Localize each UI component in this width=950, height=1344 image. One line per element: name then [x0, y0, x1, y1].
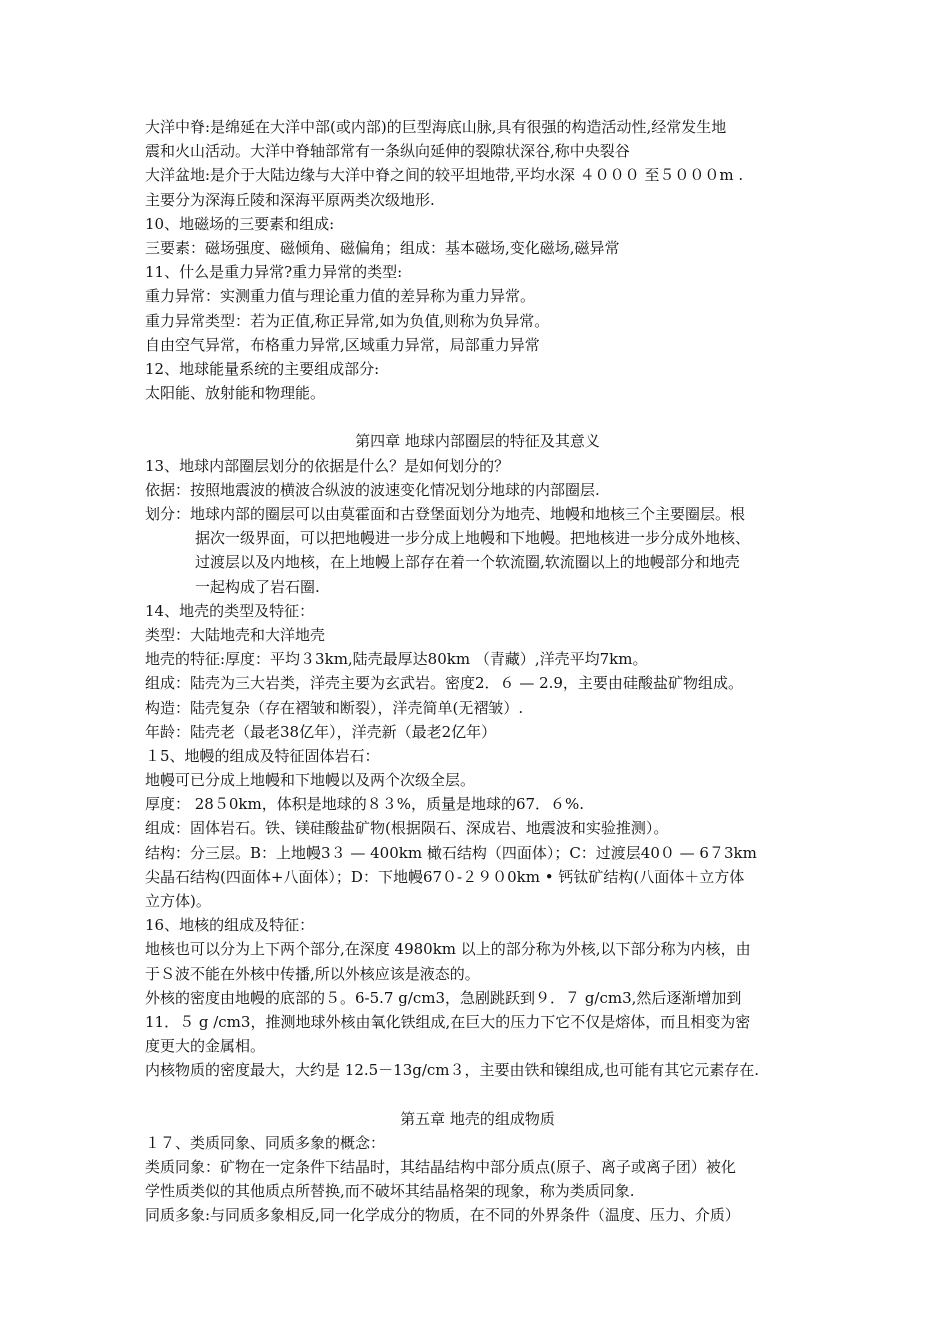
text-line: 地核也可以分为上下两个部分,在深度 4980km 以上的部分称为外核,以下部分称为内核，由: [145, 940, 751, 959]
text-line: 同质多象:与同质多象相反,同一化学成分的物质，在不同的外界条件（温度、压力、介质）: [145, 1206, 740, 1225]
document-page: [145, 115, 810, 1228]
text-line: 尖晶石结构(四面体+八面体）；D：下地幔67０-２９０0km • 钙钛矿结构(八面体＋立方体: [145, 867, 745, 886]
section-question: 14、地壳的类型及特征：: [145, 601, 315, 620]
text-line: 组成：陆壳为三大岩类，洋壳主要为玄武岩。密度2．６ — 2.9，主要由硅酸盐矿物组成。: [145, 674, 743, 693]
text-line: 学性质类似的其他质点所替换,而不破坏其结晶格架的现象，称为类质同象.: [145, 1182, 635, 1201]
text-line: 地幔可已分成上地幔和下地幔以及两个次级全层。: [145, 771, 476, 790]
section-question: 10、地磁场的三要素和组成:: [145, 214, 335, 233]
text-line: 三要素：磁场强度、磁倾角、磁偏角；组成：基本磁场,变化磁场,磁异常: [145, 238, 620, 257]
text-line: 类型：大陆地壳和大洋地壳: [145, 625, 326, 644]
section-question: １5、地幔的组成及特征固体岩石：: [145, 746, 380, 765]
text-line: 外核的密度由地幔的底部的５。6-5.7 g/cm3，急剧跳跃到９．７ g/cm3,然后逐渐增加到: [145, 988, 742, 1007]
text-line: 震和火山活动。大洋中脊轴部常有一条纵向延伸的裂隙状深谷,称中央裂谷: [145, 142, 630, 161]
text-line-indented: 过渡层以及内地核，在上地幔上部存在着一个软流圈,软流圈以上的地幔部分和地壳: [195, 553, 740, 572]
chapter-heading: 第四章 地球内部圈层的特征及其意义: [355, 432, 600, 451]
text-line-indented: 一起构成了岩石圈.: [195, 577, 320, 596]
text-line: 主要分为深海丘陵和深海平原两类次级地形.: [145, 190, 435, 209]
text-line: 构造：陆壳复杂（存在褶皱和断裂），洋壳简单(无褶皱）.: [145, 698, 524, 717]
text-line: 组成：固体岩石。铁、镁硅酸盐矿物(根据陨石、深成岩、地震波和实验推测）。: [145, 819, 669, 838]
text-line: 结构：分三层。B：上地幔3３ — 400km 橄石结构（四面体）；C：过渡层40０ — 6７3km: [145, 843, 757, 862]
section-question: 16、地核的组成及特征：: [145, 916, 315, 935]
text-line: 年龄：陆壳老（最老38亿年），洋壳新（最老2亿年）: [145, 722, 497, 741]
text-line: 立方体)。: [145, 892, 211, 910]
blank-line: [145, 1083, 810, 1107]
text-line: 重力异常：实测重力值与理论重力值的差异称为重力异常。: [145, 287, 536, 306]
text-line: 厚度： 28５0km，体积是地球的８３%，质量是地球的67．６%.: [145, 795, 585, 814]
text-line: 11．５ g /cm3，推测地球外核由氧化铁组成,在巨大的压力下它不仅是熔体，而且相变为密: [145, 1012, 751, 1031]
text-line: 划分：地球内部的圈层可以由莫霍面和古登堡面划分为地壳、地幔和地核三个主要圈层。根: [145, 505, 746, 523]
text-line: 重力异常类型：若为正值,称正异常,如为负值,则称为负异常。: [145, 311, 550, 330]
text-line: 太阳能、放射能和物理能。: [145, 384, 326, 403]
text-line-indented: 据次一级界面，可以把地幔进一步分成上地幔和下地幔。把地核进一步分成外地核、: [195, 529, 751, 548]
text-line: 大洋盆地:是介于大陆边缘与大洋中脊之间的较平坦地带,平均水深 ４０００ 至５０００m .: [145, 166, 744, 185]
text-line: 类质同象：矿物在一定条件下结晶时，其结晶结构中部分质点(原子、离子或离子团）被化: [145, 1158, 736, 1177]
text-line: 大洋中脊:是绵延在大洋中部(或内部)的巨型海底山脉,具有很强的构造活动性,经常发生地: [145, 118, 727, 136]
text-line: 度更大的金属相。: [145, 1037, 266, 1056]
text-line: 自由空气异常，布格重力异常,区域重力异常，局部重力异常: [145, 335, 540, 354]
section-question: 11、什么是重力异常?重力异常的类型:: [145, 263, 403, 282]
text-line: 内核物质的密度最大，大约是 12.5－13g/cm３，主要由铁和镍组成,也可能有其它元素存在.: [145, 1061, 760, 1080]
text-line: 于Ｓ波不能在外核中传播,所以外核应该是液态的。: [145, 964, 480, 983]
section-question: １７、类质同象、同质多象的概念：: [145, 1133, 386, 1152]
text-line: 地壳的特征:厚度：平均３3km,陆壳最厚达80km （青藏）,洋壳平均7km。: [145, 650, 648, 669]
blank-line: [145, 405, 810, 429]
section-question: 12、地球能量系统的主要组成部分:: [145, 359, 380, 378]
section-question: 13、地球内部圈层划分的依据是什么？是如何划分的？: [145, 456, 510, 475]
text-line: 依据：按照地震波的横波合纵波的波速变化情况划分地球的内部圈层.: [145, 480, 600, 499]
chapter-heading: 第五章 地壳的组成物质: [400, 1109, 555, 1128]
